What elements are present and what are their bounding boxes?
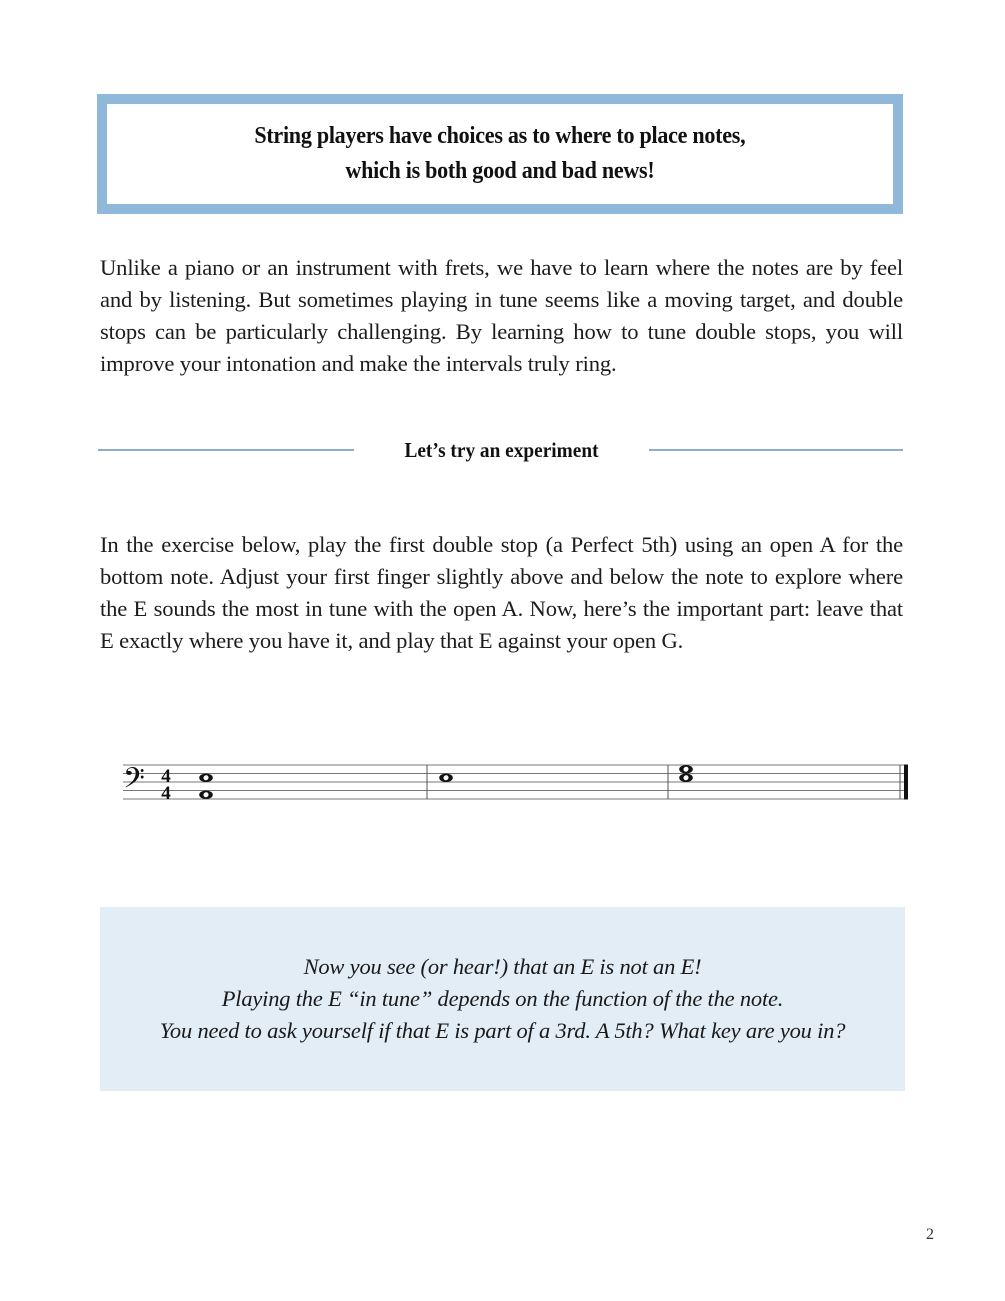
divider-rule-right bbox=[649, 449, 903, 451]
notehead bbox=[199, 790, 213, 799]
time-signature-top: 4 bbox=[161, 766, 171, 787]
whole-note bbox=[199, 790, 213, 799]
section-divider bbox=[98, 432, 903, 468]
callout-line-2: Playing the E “in tune” depends on the function of the the note. bbox=[221, 986, 784, 1011]
intro-paragraph: Unlike a piano or an instrument with frets, we have to learn where the notes are by feel and by listening. But sometimes playing in tune seems like a moving target, and double stops can be particularly challenging. By learning how to tune double stops, you will improve your intonation and make the intervals truly ring. bbox=[100, 255, 903, 376]
whole-note bbox=[679, 765, 693, 774]
notehead bbox=[439, 773, 453, 782]
heading-line-1: String players have choices as to where to place notes, bbox=[254, 123, 746, 149]
callout-line-1: Now you see (or hear!) that an E is not an E! bbox=[303, 954, 702, 979]
notehead-hollow bbox=[682, 774, 689, 781]
notehead-hollow bbox=[202, 774, 209, 781]
whole-note bbox=[439, 773, 453, 782]
whole-note bbox=[679, 773, 693, 782]
notehead bbox=[679, 773, 693, 782]
notes bbox=[199, 765, 693, 799]
notehead-hollow bbox=[202, 791, 209, 798]
divider-rule-left bbox=[98, 449, 354, 451]
exercise-paragraph: In the exercise below, play the first double stop (a Perfect 5th) using an open A for the bottom note. Adjust your first finger slightly above and below the note to explore where the E sounds the most in tune with the open A. Now, here’s the important part: leave that E exactly where you have it, and play that E against your open G. bbox=[100, 532, 903, 653]
staff-lines bbox=[123, 765, 908, 799]
notehead bbox=[679, 765, 693, 774]
time-signature-bottom: 4 bbox=[161, 783, 171, 804]
notehead bbox=[199, 773, 213, 782]
section-title: Let’s try an experiment bbox=[404, 438, 599, 462]
page-number: 2 bbox=[926, 1226, 934, 1243]
callout-line-3: You need to ask yourself if that E is part of a 3rd. A 5th? What key are you in? bbox=[159, 1018, 846, 1043]
bass-clef-icon: 𝄢 bbox=[123, 762, 145, 802]
notehead-hollow bbox=[682, 766, 689, 773]
heading-box bbox=[97, 94, 903, 214]
final-barline-thick bbox=[904, 765, 908, 800]
notehead-hollow bbox=[442, 774, 449, 781]
heading-line-2: which is both good and bad news! bbox=[345, 158, 655, 184]
whole-note bbox=[199, 773, 213, 782]
barlines bbox=[427, 765, 908, 800]
callout-box bbox=[100, 907, 905, 1091]
